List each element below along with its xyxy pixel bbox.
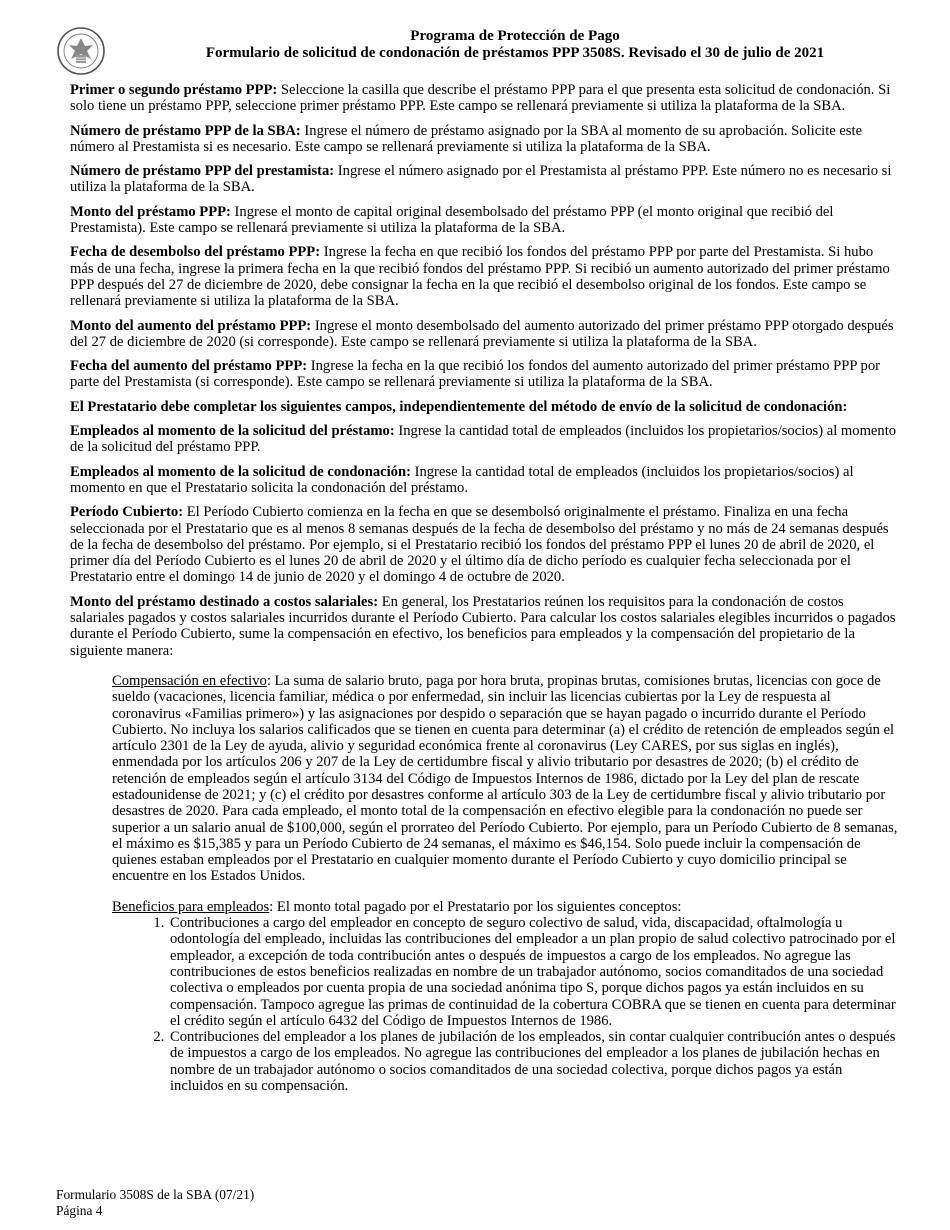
section-covered-period [70,504,898,585]
section-label: Número de préstamo PPP del prestamista: [70,163,335,180]
section-label: Empleados al momento de la solicitud del préstamo: [70,423,395,440]
required-fields-notice: El Prestatario debe completar los siguientes campos, independientemente del método de envío de la solicitud de condonación: [70,398,848,415]
employee-benefits-intro [112,899,898,915]
section-payroll-costs [70,594,898,659]
section-text: Ingrese la cantidad total de empleados (incluidos los propietarios/socios) al momento en que el Prestatario solicita la condonación del préstamo. [70,463,854,496]
cash-compensation-text: : La suma de salario bruto, paga por hora bruta, propinas brutas, comisiones brutas, licencias con goce de sueldo (vacaciones, licencia familiar, médica o por enfermedad, sin incluir las licencias cubiertas por la Ley de respuesta al coronavirus «Familias primero») y las asignaciones por despido o separación que se hayan pagado o incurrido durante el Período Cubierto. No incluya los salarios calificados que se tienen en cuenta para determinar (a) el crédito de retención de empleados según el artículo 2301 de la Ley de ayuda, alivio y seguridad económica frente al coronavirus (Ley CARES, por sus siglas en inglés), enmendada por los artículos 206 y 207 de la Ley de certidumbre fiscal y alivio tributario por desastres de 2020; (b) el crédito de retención de empleados según el artículo 3134 del Código de Impuestos Internos de 1986, dictado por la Ley del plan de rescate estadounidense de 2021; y (c) el crédito por desastres conforme al artículo 303 de la Ley de certidumbre fiscal y alivio tributario por desastres de 2020. Para cada empleado, el monto total de la compensación en efectivo elegible para la condonación no puede ser superior a un salario anual de $100,000, según el prorrateo del Período Cubierto. Por ejemplo, para un Período Cubierto de 8 semanas, el máximo es $15,385 y para un Período Cubierto de 24 semanas, el máximo es $46,154. Solo puede incluir la compensación de quienes estaban empleados por el Prestatario en cualquier momento durante el Período Cubierto y cuyo domicilio principal se encuentre en los Estados Unidos. [112,672,898,885]
section-label: Monto del préstamo PPP: [70,203,231,220]
section-label: Período Cubierto: [70,504,184,521]
cash-compensation-label: Compensación en efectivo [112,672,267,689]
page-number: Página 4 [56,1202,103,1218]
section-employees-at-application [70,423,898,456]
document-header [110,28,920,62]
section-label: Fecha del aumento del préstamo PPP: [70,358,308,375]
section-label: Monto del préstamo destinado a costos salariales: [70,593,379,610]
cash-compensation-paragraph [112,673,898,885]
list-item: 2. Contribuciones del empleador a los planes de jubilación de los empleados, sin contar cualquier contribución antes o después de impuestos a cargo de los empleados. No agregue las contribuciones del empleador a los planes de jubilación hechas en nombre de un trabajador autónomo o socios comanditados de una sociedad colectiva, porque dichos pagos ya están incluidos en su compensación. [168,1029,898,1094]
sba-seal-logo [56,26,106,76]
section-text: Ingrese la fecha en que recibió los fondos del préstamo PPP por parte del Prestamista. Si hubo más de una fecha, ingrese la primera fecha en la que recibió fondos del préstamo PPP. Si recibió un aumento autorizado del primer préstamo PPP después del 27 de diciembre de 2020, debe consignar la fecha en la que recibió el desembolso original de los fondos. Este campo se rellenará previamente si utiliza la plataforma de la SBA. [70,244,890,310]
page-footer [56,1187,254,1218]
section-text: Ingrese el número de préstamo asignado por la SBA al momento de su aprobación. Solicite este número al Prestamista si es necesario. Este campo se rellenará previamente si utiliza la plataforma de la SBA. [70,122,863,155]
benefits-list [112,915,898,1094]
section-text: En general, los Prestatarios reúnen los requisitos para la condonación de costos salariales pagados y costos salariales incurridos durante el Período Cubierto. Para calcular los costos salariales elegibles incurridos o pagados durante el Período Cubierto, sume la compensación en efectivo, los beneficios para empleados y la compensación del propietario de la siguiente manera: [70,593,896,659]
section-loan-amount [70,204,898,237]
section-text: Ingrese la cantidad total de empleados (incluidos los propietarios/socios) al momento de la solicitud del préstamo PPP. [70,423,897,456]
list-item: 1. Contribuciones a cargo del empleador en concepto de seguro colectivo de salud, vida, discapacidad, oftalmología u odontología del empleado, incluidas las contribuciones del empleador a un plan propio de salud colectivo patrocinado por el empleador, a excepción de toda contribución antes o después de impuestos a cargo de los empleados. No agregue las contribuciones de estos beneficios realizadas en nombre de un trabajador autónomo, socios comanditados de una sociedad colectiva o empleados por cuenta propia de una sociedad anónima tipo S, porque dichos pagos ya están incluidos en su compensación. Tampoco agregue las primas de continuidad de la cobertura COBRA que se tienen en cuenta para determinar el crédito según el artículo 6432 del Código de Impuestos Internos de 1986. [168,915,898,1029]
section-text: Ingrese el número asignado por el Prestamista al préstamo PPP. Este número no es necesario si utiliza la plataforma de la SBA. [70,163,892,196]
employee-benefits-block [112,899,898,1095]
section-lender-loan-number [70,163,898,196]
document-subtitle: Formulario de solicitud de condonación de préstamos PPP 3508S. Revisado el 30 de julio de 2021 [205,45,825,61]
section-label: Fecha de desembolso del préstamo PPP: [70,244,321,261]
section-label: Número de préstamo PPP de la SBA: [70,122,301,139]
instructions-body [70,82,898,1094]
document-title: Programa de Protección de Pago [410,28,620,44]
section-text: Ingrese el monto desembolsado del aumento autorizado del primer préstamo PPP otorgado después del 27 de diciembre de 2020 (si corresponde). Este campo se rellenará previamente si utiliza la plataforma de la SBA. [70,317,894,350]
section-increase-date [70,358,898,391]
section-text: Ingrese el monto de capital original desembolsado del préstamo PPP (el monto original que recibió del Prestamista). Este campo se rellenará previamente si utiliza la plataforma de la SBA. [70,203,834,237]
section-sba-loan-number [70,123,898,156]
section-label: Monto del aumento del préstamo PPP: [70,317,312,334]
employee-benefits-label: Beneficios para empleados [112,898,270,915]
section-text: Seleccione la casilla que describe el préstamo PPP para el que presenta esta solicitud de condonación. Si solo tiene un préstamo PPP, seleccione primer préstamo PPP. Este campo se rellenará previamente si utiliza la plataforma de la SBA. [70,82,891,115]
section-loan-type [70,82,898,115]
form-identifier: Formulario 3508S de la SBA (07/21) [56,1187,255,1202]
section-text: El Período Cubierto comienza en la fecha en que se desembolsó originalmente el préstamo. Finaliza en una fecha seleccionada por el Prestatario que es al menos 8 semanas después de la fecha de desembolso del préstamo y no más de 24 semanas después de la fecha de desembolso del préstamo. Por ejemplo, si el Prestatario recibió los fondos del préstamo PPP el lunes 20 de abril de 2020, el primer día del Período Cubierto es el lunes 20 de abril de 2020 y el último día de dicho período es cualquier fecha seleccionada por el Prestatario entre el domingo 14 de junio de 2020 y el domingo 4 de octubre de 2020. [70,504,889,586]
section-increase-amount [70,318,898,351]
section-label: Empleados al momento de la solicitud de condonación: [70,463,411,480]
section-text: Ingrese la fecha en la que recibió los fondos del aumento autorizado del primer préstamo PPP por parte del Prestamista (si corresponde). Este campo se rellenará previamente si utiliza la plataforma de la SBA. [70,358,881,391]
employee-benefits-text: : El monto total pagado por el Prestatario por los siguientes conceptos: [269,898,682,915]
section-employees-at-forgiveness [70,464,898,497]
section-label: Primer o segundo préstamo PPP: [70,82,278,98]
section-disbursement-date [70,244,898,309]
